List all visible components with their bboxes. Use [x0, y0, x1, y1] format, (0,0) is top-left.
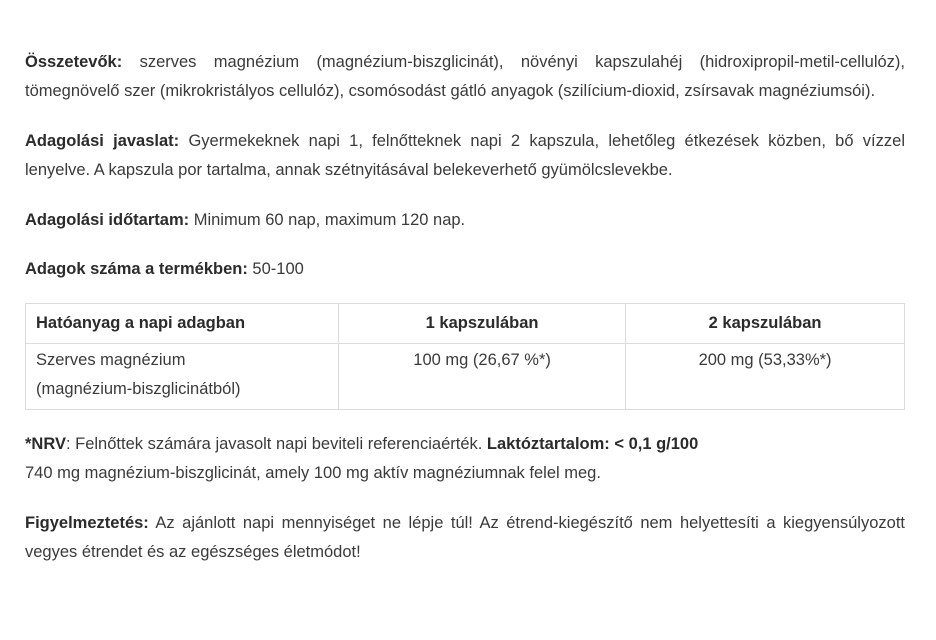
ingredients-text: szerves magnézium (magnézium-biszglicinát), növényi kapszulahéj (hidroxipropil-metil-cellulóz), tömegnövelő szer (mikrokristályos cellulóz), csomósodást gátló anyagok (szilícium-dioxid, zsírsavak magnéziumsói). — [25, 53, 905, 100]
duration-text: Minimum 60 nap, maximum 120 nap. — [189, 211, 466, 229]
table-cell-ingredient — [26, 344, 339, 410]
ingredient-name: Szerves magnézium — [36, 351, 186, 369]
lactose-label: Laktóztartalom: < 0,1 g/100 — [486, 435, 699, 453]
servings-text: 50-100 — [247, 260, 304, 278]
duration-label: Adagolási időtartam: — [25, 211, 190, 229]
ingredients-label: Összetevők: — [25, 53, 123, 71]
nrv-paragraph — [25, 430, 905, 488]
table-header-two-capsules: 2 kapszulában — [626, 304, 905, 344]
servings-label: Adagok száma a termékben: — [25, 260, 248, 278]
nrv-label: *NRV — [25, 435, 66, 453]
dosage-text: Gyermekeknek napi 1, felnőtteknek napi 2 kapszula, lehetőleg étkezések közben, bő vízzel lenyelve. A kapszula por tartalma, annak szétnyitásával belekeverhető gyümölcslevekbe. — [25, 132, 905, 179]
nrv-line2: 740 mg magnézium-biszglicinát, amely 100 mg aktív magnéziumnak felel meg. — [25, 464, 601, 482]
dosage-paragraph — [25, 127, 905, 185]
warning-paragraph — [25, 509, 905, 567]
table-cell-two-capsules: 200 mg (53,33%*) — [626, 344, 905, 410]
product-description — [25, 48, 905, 567]
table-header-active-ingredient: Hatóanyag a napi adagban — [26, 304, 339, 344]
dosage-label: Adagolási javaslat: — [25, 132, 180, 150]
nutrition-table — [25, 303, 905, 410]
table-row — [26, 344, 905, 410]
ingredients-paragraph — [25, 48, 905, 106]
table-cell-one-capsule: 100 mg (26,67 %*) — [339, 344, 626, 410]
warning-text: Az ajánlott napi mennyiséget ne lépje túl! Az étrend-kiegészítő nem helyettesíti a kiegyensúlyozott vegyes étrendet és az egészséges életmódot! — [25, 514, 905, 561]
warning-label: Figyelmeztetés: — [25, 514, 149, 532]
ingredient-source: (magnézium-biszglicinátból) — [36, 380, 241, 398]
duration-paragraph — [25, 206, 905, 235]
servings-paragraph — [25, 255, 905, 284]
table-header-row — [26, 304, 905, 344]
nrv-text: : Felnőttek számára javasolt napi beviteli referenciaérték. — [65, 435, 487, 453]
table-header-one-capsule: 1 kapszulában — [339, 304, 626, 344]
